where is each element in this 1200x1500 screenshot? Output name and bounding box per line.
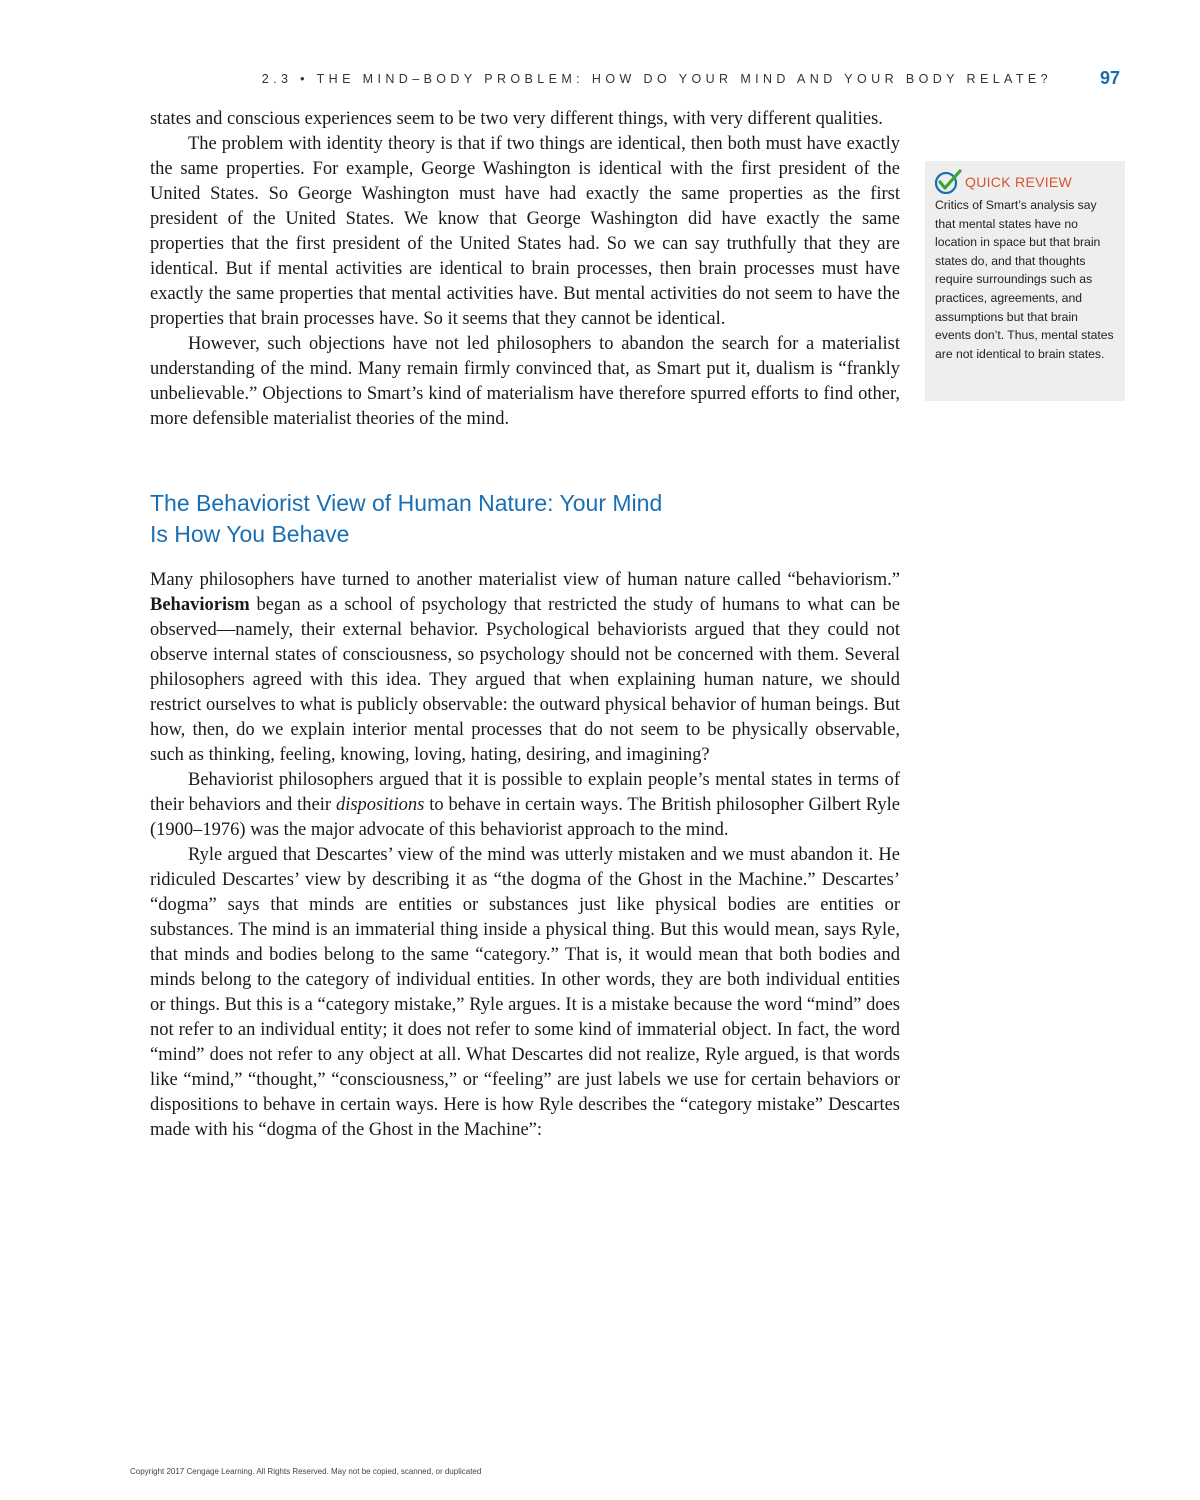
section-heading-line2: Is How You Behave (150, 521, 350, 547)
main-text-column (150, 107, 900, 1143)
section-heading (150, 488, 900, 550)
key-term-behaviorism: Behaviorism (150, 595, 250, 615)
paragraph-dispositions (150, 768, 900, 843)
page-number: 97 (1100, 68, 1121, 88)
paragraph-behaviorism-text-a: Many philosophers have turned to another materialist view of human nature called “behaviorism.” (150, 570, 900, 590)
paragraph-behaviorism-text-b: began as a school of psychology that restricted the study of humans to what can be observed—namely, their external behavior. Psychological behaviorists argued that they could not observe internal states of consciousness, so psychology should not be concerned with them. Several philosophers agreed with this idea. They argued that when explaining human nature, we should restrict ourselves to what is publicly observable: the outward physical behavior of human beings. But how, then, do we explain interior mental processes that do not seem to be physically observable, such as thinking, feeling, knowing, loving, hating, desiring, and imagining? (150, 595, 900, 765)
paragraph-dispositions-text-a: Behaviorist philosophers argued that it is possible to explain people’s mental states in terms of their behaviors and their (150, 770, 900, 815)
paragraph-identity-problem: The problem with identity theory is that if two things are identical, then both must have exactly the same properties. For example, George Washington is identical with the first president of the United States. So George Washington must have had exactly the same properties as the first president of the United States. We know that George Washington did have exactly the same properties that the first president of the United States had. So we can say truthfully that they are identical. But if mental activities are identical to brain processes, then brain processes must have exactly the same properties that mental activities have. But mental activities do not seem to have the properties that brain processes have. So it seems that they cannot be identical. (150, 134, 900, 329)
paragraph-ryle: Ryle argued that Descartes’ view of the mind was utterly mistaken and we must abandon it. He ridiculed Descartes’ view by describing it as “the dogma of the Ghost in the Machine.” Descartes’ “dogma” says that minds are entities or substances just like physical bodies are entities or substances. The mind is an immaterial thing inside a physical thing. But this would mean, says Ryle, that minds and bodies belong to the same “category.” That is, it would mean that both bodies and minds belong to the category of individual entities. In other words, they are both individual entities or things. But this is a “category mistake,” Ryle argues. It is a mistake because the word “mind” does not refer to an individual entity; it does not refer to some kind of immaterial object. In fact, the word “mind” does not refer to any object at all. What Descartes did not realize, Ryle argued, is that words like “mind,” “thought,” “consciousness,” or “feeling” are just labels we use for certain behaviors or dispositions to behave in certain ways. Here is how Ryle describes the “category mistake” Descartes made with his “dogma of the Ghost in the Machine”: (150, 845, 900, 1140)
paragraph-dispositions-text-b: to behave in certain ways. The British philosopher Gilbert Ryle (1900–1976) was the major advocate of this behaviorist approach to the mind. (150, 795, 900, 840)
quick-review-sidebar (925, 161, 1125, 401)
checkmark-circle-icon (933, 169, 963, 195)
section-heading-line1: The Behaviorist View of Human Nature: Your Mind (150, 490, 663, 516)
paragraph-continuation: states and conscious experiences seem to be two very different things, with very different qualities. (150, 109, 883, 129)
paragraph-behaviorism-intro (150, 568, 900, 768)
quick-review-header (933, 169, 1115, 195)
copyright-notice: Copyright 2017 Cengage Learning. All Rights Reserved. May not be copied, scanned, or duplicated (130, 1467, 482, 1476)
quick-review-text: Critics of Smart’s analysis say that mental states have no location in space but that brain states do, and that thoughts require surroundings such as practices, agreements, and assumptions but that brain events don’t. Thus, mental states are not identical to brain states. (935, 198, 1114, 361)
paragraph-objections: However, such objections have not led philosophers to abandon the search for a materialist understanding of the mind. Many remain firmly convinced that, as Smart put it, dualism is “frankly unbelievable.” Objections to Smart’s kind of materialism have therefore spurred efforts to find other, more defensible materialist theories of the mind. (150, 334, 900, 429)
emphasis-dispositions: dispositions (335, 795, 425, 815)
running-head: 2.3 • THE MIND–BODY PROBLEM: HOW DO YOUR MIND AND YOUR BODY RELATE? (261, 72, 1052, 86)
quick-review-title: QUICK REVIEW (965, 174, 1073, 190)
